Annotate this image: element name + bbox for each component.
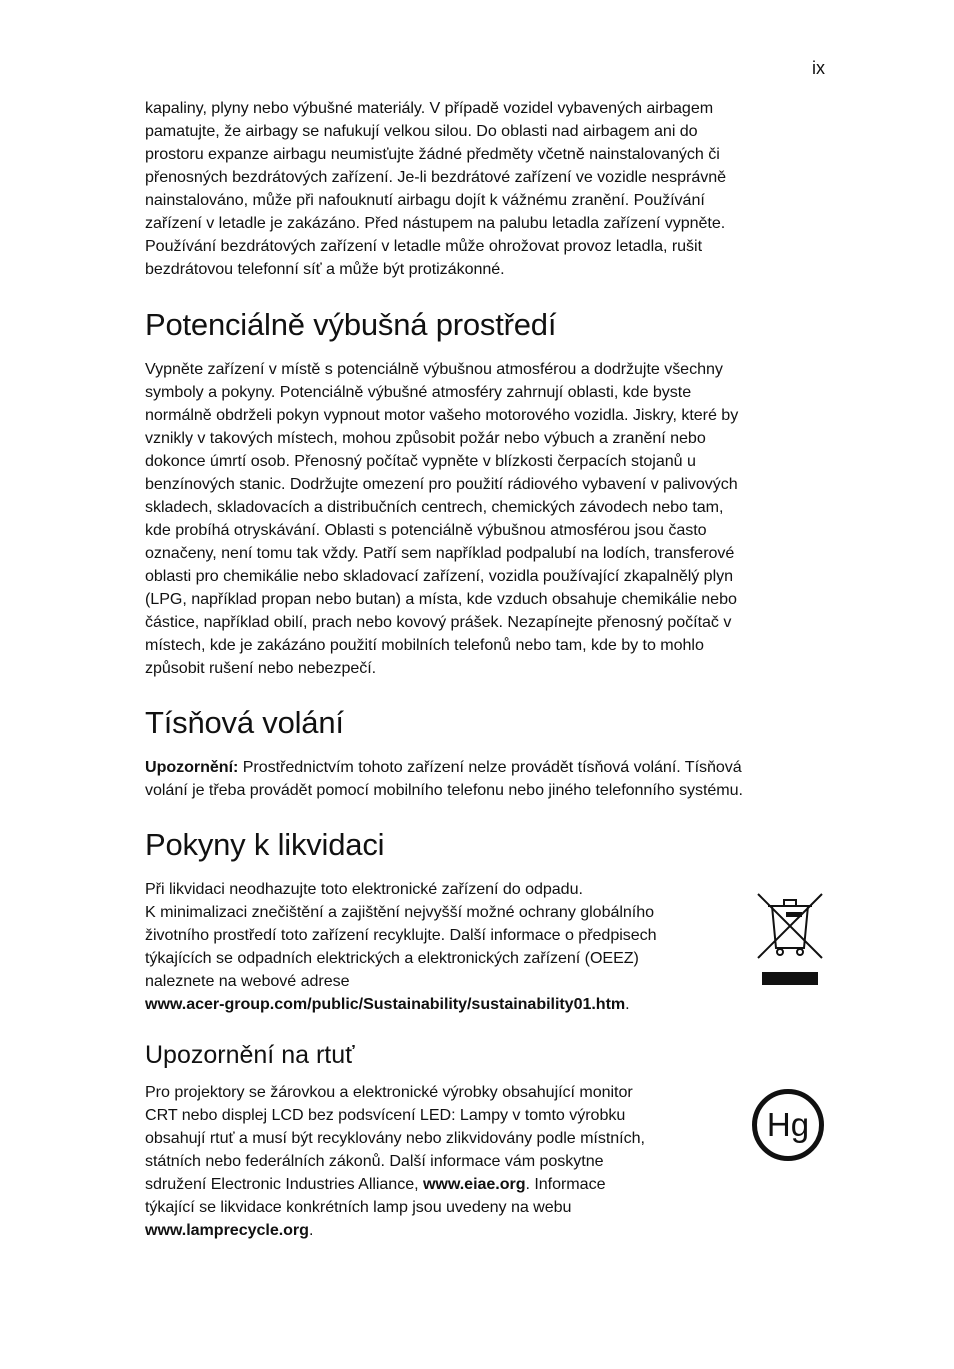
page-number: ix [812, 58, 825, 78]
mercury-line: obsahují rtuť a musí být recyklovány nebo zlikvidovány podle místních, [145, 1129, 645, 1147]
intro-line: Používání bezdrátových zařízení v letadle může ohrožovat provoz letadla, rušit [145, 237, 702, 255]
intro-line: pamatujte, že airbagy se nafukují velkou silou. Do oblasti nad airbagem ani do [145, 122, 698, 140]
mercury-paragraph [145, 1081, 745, 1242]
emergency-line-text: Prostřednictvím tohoto zařízení nelze provádět tísňová volání. Tísňová [238, 758, 742, 776]
weee-crossed-bin-icon [756, 892, 824, 988]
intro-line: prostoru expanze airbagu neumisťujte žádné předměty včetně nainstalovaných či [145, 145, 720, 163]
intro-line: nainstalováno, může při nafouknutí airbagu dojít k vážnému zranění. Používání [145, 191, 705, 209]
disposal-line: týkajících se odpadních elektrických a elektronických zařízení (OEEZ) [145, 949, 639, 967]
disposal-line: Při likvidaci neodhazujte toto elektronické zařízení do odpadu. [145, 880, 583, 898]
explosive-paragraph [145, 358, 835, 680]
mercury-line: týkající se likvidace konkrétních lamp jsou uvedeny na webu [145, 1198, 572, 1216]
explosive-line: částice, například obilí, prach nebo kovový prášek. Nezapínejte přenosný počítač v [145, 613, 732, 631]
explosive-line: kde probíhá otryskávání. Oblasti s potenciálně výbušnou atmosférou jsou často [145, 521, 707, 539]
intro-line: kapaliny, plyny nebo výbušné materiály. V případě vozidel vybavených airbagem [145, 99, 714, 117]
warning-label: Upozornění: [145, 758, 239, 776]
emergency-paragraph [145, 756, 835, 802]
disposal-line: životního prostředí toto zařízení recyklujte. Další informace o předpisech [145, 926, 657, 944]
mercury-hg-icon [751, 1088, 825, 1162]
disposal-link-suffix: . [625, 995, 630, 1013]
explosive-line: vznikly v takových místech, mohou způsobit požár nebo výbuch a zranění nebo [145, 429, 706, 447]
mercury-line-text: . [308, 1221, 314, 1239]
explosive-line: normálně obdrželi pokyn vypnout motor vašeho motorového vozidla. Jiskry, které by [145, 406, 739, 424]
intro-line: zařízení v letadle je zakázáno. Před nástupem na palubu letadla zařízení vypněte. [145, 214, 726, 232]
intro-line: bezdrátovou telefonní síť a může být protizákonné. [145, 260, 505, 278]
emergency-line: volání je třeba provádět pomocí mobilního telefonu nebo jiného telefonního systému. [145, 781, 743, 799]
mercury-line: státních nebo federálních zákonů. Další informace vám poskytne [145, 1152, 604, 1170]
disposal-line: naleznete na webové adrese [145, 972, 350, 990]
mercury-line-text: . Informace [525, 1175, 606, 1193]
explosive-line: benzínových stanic. Dodržujte omezení pro použití rádiového vybavení v palivových [145, 475, 738, 493]
emergency-line [145, 756, 835, 779]
explosive-line: Vypněte zařízení v místě s potenciálně výbušnou atmosférou a dodržujte všechny [145, 360, 723, 378]
eiae-link[interactable]: www.eiae.org [422, 1175, 526, 1193]
hg-symbol-text: Hg [766, 1106, 810, 1143]
explosive-line: místech, kde je zakázáno použití mobilních telefonů nebo tam, kde by to mohlo [145, 636, 704, 654]
section-heading-mercury: Upozornění na rtuť [145, 1041, 355, 1069]
explosive-line: způsobit rušení nebo nebezpečí. [145, 659, 377, 677]
mercury-line [145, 1219, 745, 1242]
section-heading-disposal: Pokyny k likvidaci [145, 827, 385, 862]
intro-paragraph [145, 97, 835, 281]
mercury-line-text: sdružení Electronic Industries Alliance, [145, 1175, 423, 1193]
disposal-paragraph [145, 878, 745, 1016]
explosive-line: (LPG, například propan nebo butan) a místa, kde vzduch obsahuje chemikálie nebo [145, 590, 737, 608]
explosive-line: označeny, není tomu tak vždy. Patří sem například podpalubí na lodích, transferové [145, 544, 735, 562]
explosive-line: symboly a pokyny. Potenciálně výbušné atmosféry zahrnují oblasti, kde byste [145, 383, 692, 401]
mercury-line: CRT nebo displej LCD bez podsvícení LED: Lampy v tomto výrobku [145, 1106, 626, 1124]
section-heading-emergency: Tísňová volání [145, 705, 344, 740]
explosive-line: dokonce úmrtí osob. Přenosný počítač vypněte v blízkosti čerpacích stojanů u [145, 452, 696, 470]
section-heading-explosive: Potenciálně výbušná prostředí [145, 307, 557, 342]
disposal-line: K minimalizaci znečištění a zajištění nejvyšší možné ochrany globálního [145, 903, 655, 921]
disposal-link[interactable]: www.acer-group.com/public/Sustainability/sustainability01.htm [145, 995, 626, 1013]
intro-line: přenosných bezdrátových zařízení. Je-li bezdrátové zařízení ve vozidle nesprávně [145, 168, 727, 186]
disposal-link-line [145, 993, 745, 1016]
mercury-line [145, 1173, 745, 1196]
lamprecycle-link[interactable]: www.lamprecycle.org [145, 1221, 309, 1239]
explosive-line: oblasti pro chemikálie nebo skladovací zařízení, vozidla používající zkapalnělý plyn [145, 567, 734, 585]
explosive-line: skladech, skladovacích a distribučních centrech, chemických závodech nebo tam, [145, 498, 724, 516]
mercury-line: Pro projektory se žárovkou a elektronické výrobky obsahující monitor [145, 1083, 633, 1101]
